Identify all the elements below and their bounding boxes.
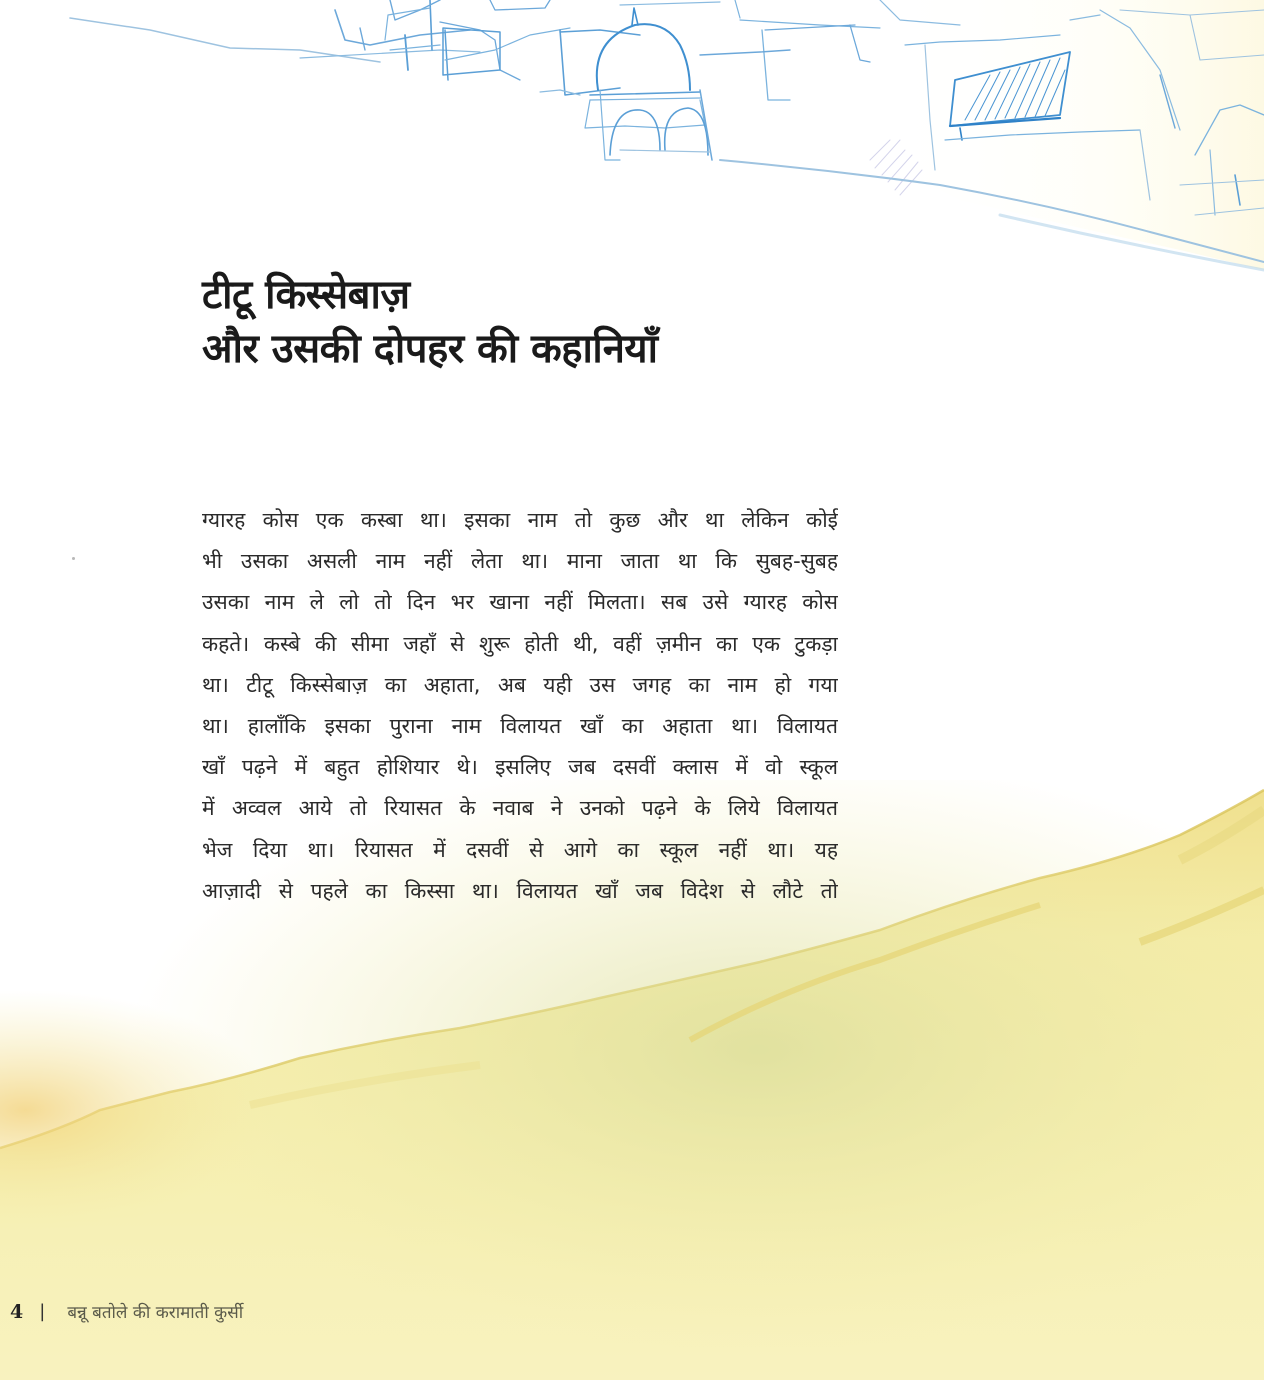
chapter-title-line-2: और उसकी दोपहर की कहानियाँ [202, 326, 658, 372]
paper-speck [72, 557, 75, 560]
body-line: ग्यारह कोस एक कस्बा था। इसका नाम तो कुछ और था लेकिन कोई [202, 508, 838, 532]
body-line: में अव्वल आये तो रियासत के नवाब ने उनको पढ़ने के लिये विलायत [202, 796, 838, 821]
body-line: उसका नाम ले लो तो दिन भर खाना नहीं मिलता। सब उसे ग्यारह कोस [202, 590, 838, 615]
body-line: भेज दिया था। रियासत में दसवीं से आगे का स्कूल नहीं था। यह [202, 837, 838, 862]
body-line: आज़ादी से पहले का किस्सा था। विलायत खाँ जब विदेश से लौटे तो [202, 878, 838, 903]
chapter-title-line-1: टीटू किस्सेबाज़ [202, 272, 410, 318]
body-line: कहते। कस्बे की सीमा जहाँ से शुरू होती थी, वहीं ज़मीन का एक टुकड़ा [202, 631, 838, 656]
body-line: था। हालाँकि इसका पुराना नाम विलायत खाँ का अहाता था। विलायत [202, 714, 838, 739]
page-footer [10, 1300, 243, 1323]
running-book-title: बन्नू बतोले की करामाती कुर्सी [67, 1303, 244, 1323]
town-sketch [70, 0, 1264, 270]
page-number: 4 [10, 1300, 24, 1323]
footer-separator: | [39, 1301, 46, 1322]
body-line: खाँ पढ़ने में बहुत होशियार थे। इसलिए जब दसवीं क्लास में वो स्कूल [202, 755, 838, 780]
chapter-title [202, 268, 657, 376]
body-paragraph [202, 500, 838, 912]
body-line: भी उसका असली नाम नहीं लेता था। माना जाता था कि सुबह-सुबह [202, 549, 838, 574]
body-line: था। टीटू किस्सेबाज़ का अहाता, अब यही उस जगह का नाम हो गया [202, 672, 838, 697]
